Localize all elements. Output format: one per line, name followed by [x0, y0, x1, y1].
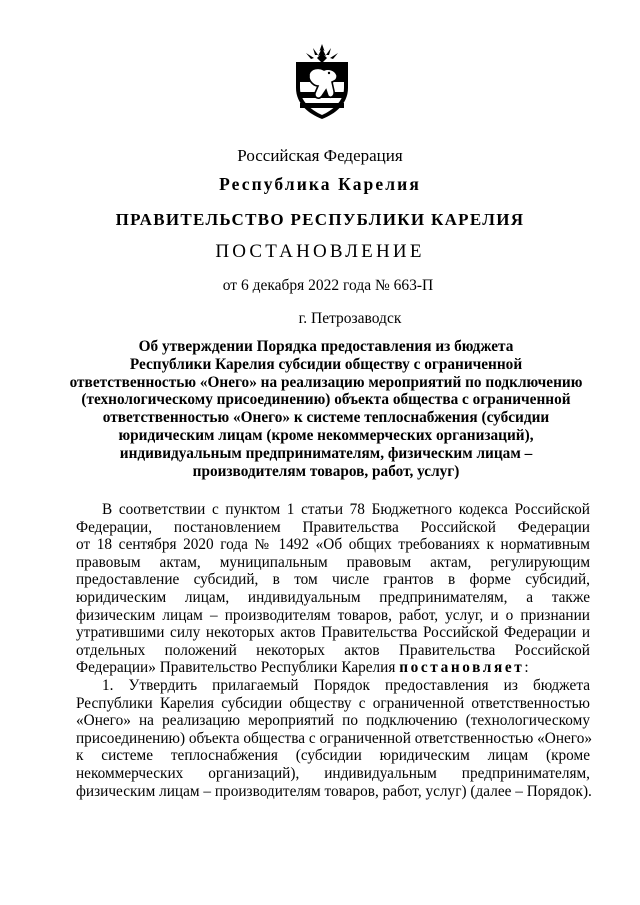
body-line: Федерации, постановлением Правительства Российской Федерации — [76, 518, 590, 536]
body-line: присоединению) объекта общества с ограниченной ответственностью «Онего» — [76, 729, 593, 747]
resolves-word: постановляет — [399, 659, 525, 677]
body-line — [76, 659, 590, 677]
preamble-paragraph — [76, 501, 590, 677]
title-line: Об утверждении Порядка предоставления из бюджета — [138, 338, 514, 355]
body-line-text: Федерации» Правительство Республики Карелия — [76, 659, 396, 677]
title-line: Республики Карелия субсидии обществу с ограниченной — [129, 355, 523, 373]
title-line: ответственностью «Онего» на реализацию мероприятий по подключению — [69, 373, 583, 391]
clause-1-paragraph — [76, 676, 593, 800]
title-line: (технологическому присоединению) объекта общества с ограниченной — [81, 391, 571, 409]
body-line: предоставление субсидий, в том числе грантов в форме субсидий, — [76, 571, 590, 589]
body-line: к системе теплоснабжения (субсидии юридическим лицам (кроме — [76, 747, 590, 765]
body-line: правовым актам, муниципальным правовым актам, регулирующим — [76, 553, 590, 571]
country-name: Российская Федерация — [237, 146, 403, 165]
title-line: юридическим лицам (кроме некоммерческих организаций), — [118, 426, 534, 444]
title-line: производителям товаров, работ, услуг) — [192, 462, 460, 480]
body-line: юридическим лицам, индивидуальным предпринимателям, а также — [76, 588, 590, 606]
body-line: В соответствии с пунктом 1 статьи 78 Бюджетного кодекса Российской — [102, 501, 590, 518]
city-name: г. Петрозаводск — [298, 310, 402, 327]
body-line: 1. Утвердить прилагаемый Порядок предоставления из бюджета — [102, 676, 590, 694]
coat-of-arms-icon — [291, 44, 353, 120]
document-title — [60, 338, 592, 480]
title-line: ответственностью «Онего» к системе теплоснабжения (субсидии — [102, 409, 550, 427]
date-and-number: от 6 декабря 2022 года № 663-П — [222, 277, 434, 294]
body-line: Республики Карелия субсидии обществу с ограниченной ответственностью — [76, 694, 590, 712]
body-line: отдельных положений некоторых актов Правительства Российской — [76, 641, 590, 659]
republic-name: Республика Карелия — [219, 174, 421, 194]
title-line: индивидуальным предпринимателям, физическим лицам – — [119, 444, 533, 462]
body-line: «Онего» на реализацию мероприятий по подключению (технологическому — [76, 712, 590, 730]
body-line: от 18 сентября 2020 года № 1492 «Об общих требованиях к нормативным — [76, 536, 590, 554]
body-line: утратившими силу некоторых актов Правительства Российской Федерации и — [76, 624, 590, 642]
body-line: физическим лицам – производителям товаров, работ, услуг, и о признании — [76, 606, 590, 624]
document-body — [76, 501, 593, 800]
body-line: физическим лицам – производителям товаров, работ, услуг) (далее – Порядок). — [76, 782, 592, 800]
body-line: некоммерческих организаций), индивидуальным предпринимателям, — [76, 764, 590, 782]
document-type: ПОСТАНОВЛЕНИЕ — [215, 241, 425, 262]
government-name: ПРАВИТЕЛЬСТВО РЕСПУБЛИКИ КАРЕЛИЯ — [115, 210, 525, 229]
body-line-punct: : — [524, 659, 529, 677]
